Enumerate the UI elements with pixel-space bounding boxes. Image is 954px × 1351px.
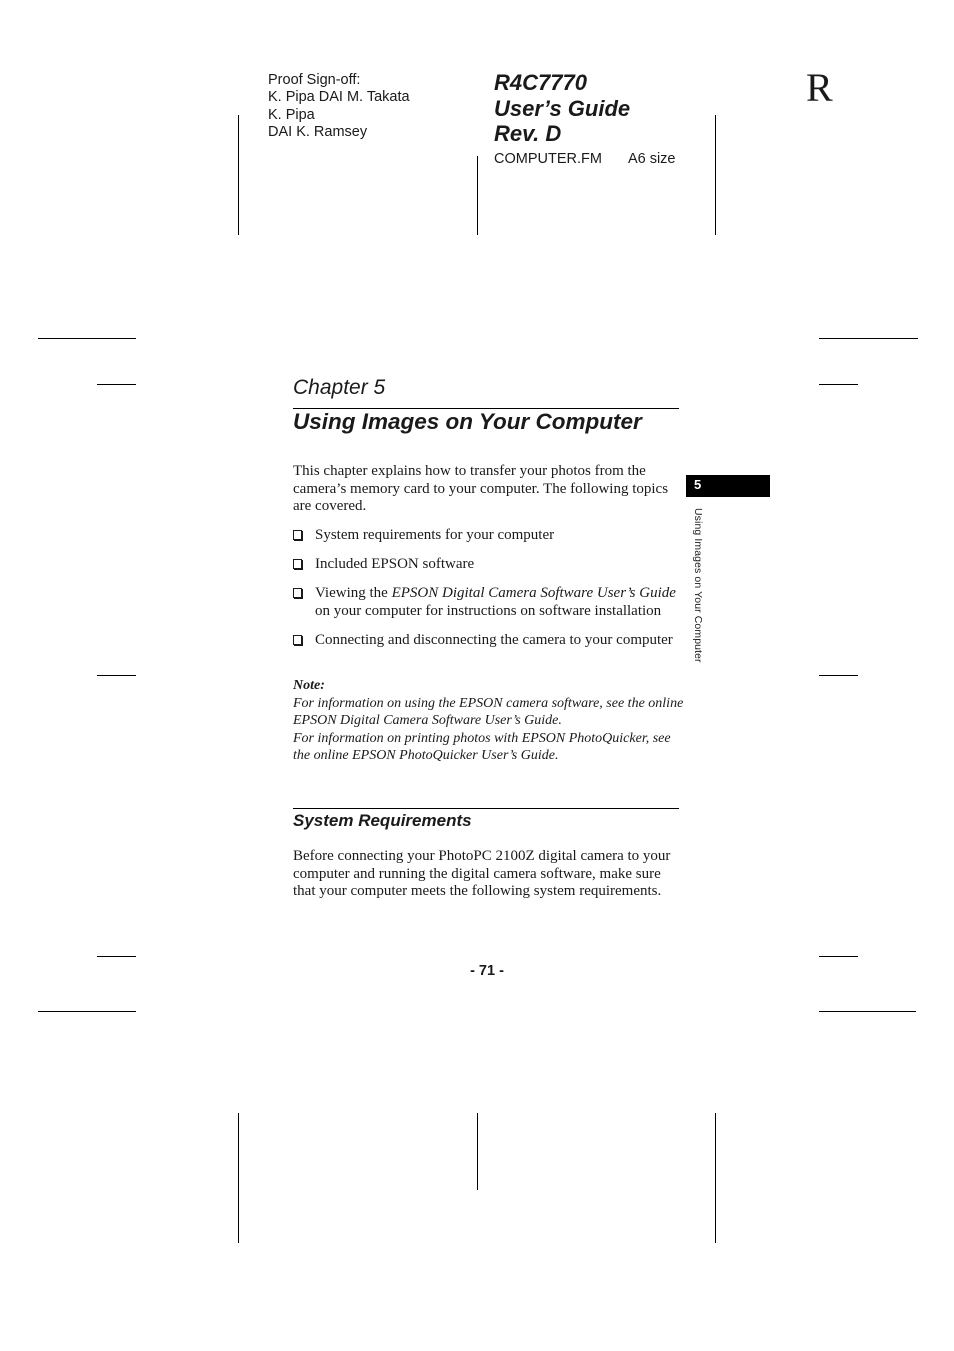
section-title: System Requirements [293,811,472,830]
doc-title-line: Rev. D [494,121,562,146]
section-text: Before connecting your PhotoPC 2100Z digital camera to your computer and running the digital camera software, make sure that your computer meets the following system requirements. [293,848,671,900]
document-title [494,70,630,147]
note-heading: Note: [293,678,325,693]
note-block [293,677,685,765]
chapter-title: Using Images on Your Computer [293,409,642,434]
checkbox-bullet-icon [293,635,302,645]
crop-mark [97,956,136,957]
file-name: COMPUTER.FM [494,151,602,167]
chapter-label: Chapter 5 [293,376,386,399]
page-number: - 71 - [470,963,504,979]
crop-mark [715,115,716,235]
signoff-line: K. Pipa [268,106,315,123]
proof-signoff [268,72,410,141]
checkbox-bullet-icon [293,530,302,540]
crop-mark [819,384,858,385]
crop-mark [238,115,239,235]
signoff-line: DAI K. Ramsey [268,123,368,140]
crop-mark [819,675,858,676]
signoff-line: Proof Sign-off: [268,72,361,88]
crop-mark [238,1113,239,1243]
revision-mark: R [806,65,833,110]
checkbox-bullet-icon [293,588,302,598]
crop-mark [819,956,858,957]
note-text: For information on printing photos with EPSON PhotoQuicker, see the online EPSON PhotoQuicker User’s Guide. [293,730,671,764]
crop-mark [477,156,478,235]
signoff-line: K. Pipa DAI M. Takata [268,89,410,106]
chapter-intro: This chapter explains how to transfer your photos from the camera’s memory card to your computer. The following topics are covered. [293,463,669,515]
crop-mark [819,1011,916,1012]
page-size: A6 size [627,151,676,167]
note-text: For information on using the EPSON camera software, see the online EPSON Digital Camera Software User’s Guide. [293,695,684,729]
chapter-side-label: Using Images on Your Computer [692,508,704,663]
crop-mark [477,1113,478,1190]
list-item: Included EPSON software [293,556,687,574]
doc-title-line: User’s Guide [494,95,631,121]
checkbox-bullet-icon [293,559,302,569]
list-item: Viewing the EPSON Digital Camera Software User’s Guide on your computer for instructions on software installation [293,585,687,620]
document-file-info [494,151,676,167]
crop-mark [97,384,136,385]
crop-mark [38,1011,136,1012]
section-rule [293,808,679,809]
crop-mark [819,338,918,339]
crop-mark [38,338,136,339]
list-item: System requirements for your computer [293,527,687,545]
doc-title-line: R4C7770 [494,70,587,95]
crop-mark [97,675,136,676]
chapter-tab-number: 5 [694,477,702,492]
guide-title: EPSON Digital Camera Software User’s Guide [391,584,676,601]
list-item: Connecting and disconnecting the camera to your computer [293,632,687,650]
crop-mark [715,1113,716,1243]
topic-list [293,527,687,649]
